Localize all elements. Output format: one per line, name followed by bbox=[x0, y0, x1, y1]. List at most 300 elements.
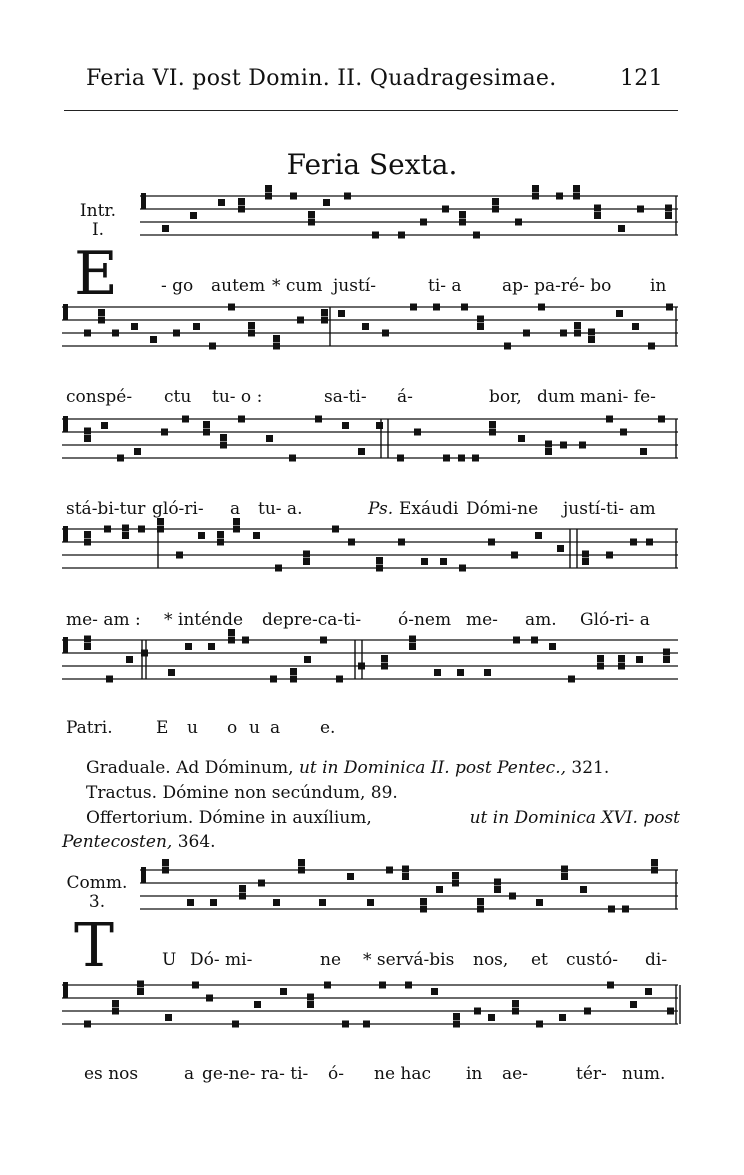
neume bbox=[228, 637, 235, 644]
neume bbox=[270, 676, 277, 683]
lyric-syllable: u bbox=[249, 718, 260, 738]
neume bbox=[298, 867, 305, 874]
neume bbox=[473, 232, 480, 239]
section-title: Feria Sexta. bbox=[286, 148, 458, 181]
lyric-syllable: tu- o : bbox=[212, 387, 263, 407]
neume bbox=[646, 539, 653, 546]
neume bbox=[549, 643, 556, 650]
neume bbox=[112, 1008, 119, 1015]
neume bbox=[414, 429, 421, 436]
lyric-syllable: Exáudi bbox=[399, 499, 459, 519]
introit-mode: I. bbox=[91, 220, 105, 240]
lyric-syllable: ae- bbox=[502, 1064, 528, 1084]
neume bbox=[84, 643, 91, 650]
neume bbox=[608, 906, 615, 913]
neume bbox=[494, 886, 501, 893]
neume bbox=[376, 422, 383, 429]
neume bbox=[192, 982, 199, 989]
neume bbox=[84, 330, 91, 337]
neume bbox=[535, 532, 542, 539]
neume bbox=[376, 557, 383, 564]
lyric-syllable: conspé- bbox=[66, 387, 133, 407]
neume bbox=[381, 655, 388, 662]
neume bbox=[574, 322, 581, 329]
neume bbox=[658, 416, 665, 423]
neume bbox=[342, 422, 349, 429]
neume bbox=[198, 532, 205, 539]
neume bbox=[477, 316, 484, 323]
neume bbox=[303, 551, 310, 558]
neume bbox=[436, 886, 443, 893]
neume bbox=[488, 539, 495, 546]
neume bbox=[420, 906, 427, 913]
neume bbox=[84, 1021, 91, 1028]
neume bbox=[342, 1021, 349, 1028]
lyric-syllable: di- bbox=[645, 950, 668, 970]
neume bbox=[556, 193, 563, 200]
neume bbox=[492, 198, 499, 205]
lyric-syllable: Dómi-ne bbox=[466, 499, 539, 519]
introit-label bbox=[72, 202, 124, 240]
neume bbox=[442, 206, 449, 213]
neume bbox=[561, 866, 568, 873]
neume bbox=[607, 982, 614, 989]
neume bbox=[217, 539, 224, 546]
neume bbox=[560, 330, 567, 337]
neume bbox=[137, 988, 144, 995]
neume bbox=[477, 906, 484, 913]
graduale-italic: ut in Dominica II. post Pentec., bbox=[298, 758, 566, 778]
neume bbox=[651, 867, 658, 874]
lyric-syllable: u bbox=[187, 718, 198, 738]
neume bbox=[161, 429, 168, 436]
neume bbox=[410, 304, 417, 311]
neume bbox=[218, 199, 225, 206]
neume bbox=[362, 323, 369, 330]
communion-label bbox=[62, 874, 132, 912]
offertorium-continuation bbox=[62, 832, 216, 852]
neume bbox=[504, 343, 511, 350]
neume bbox=[440, 558, 447, 565]
neume bbox=[512, 1008, 519, 1015]
neume bbox=[636, 656, 643, 663]
neume bbox=[112, 330, 119, 337]
neume bbox=[512, 1000, 519, 1007]
graduale-text: Ad Dóminum, bbox=[176, 758, 294, 778]
neume bbox=[488, 1014, 495, 1021]
neume bbox=[141, 650, 148, 657]
neume bbox=[101, 422, 108, 429]
neume bbox=[376, 565, 383, 572]
neume bbox=[434, 669, 441, 676]
neume bbox=[228, 304, 235, 311]
neume bbox=[332, 526, 339, 533]
neume bbox=[298, 859, 305, 866]
neume bbox=[597, 663, 604, 670]
neume bbox=[372, 232, 379, 239]
neume bbox=[208, 643, 215, 650]
neume bbox=[494, 879, 501, 886]
neume bbox=[492, 206, 499, 213]
neume bbox=[666, 304, 673, 311]
neume bbox=[640, 448, 647, 455]
neume bbox=[582, 558, 589, 565]
neume bbox=[307, 994, 314, 1001]
graduale-page: 321. bbox=[571, 758, 610, 778]
neume bbox=[561, 873, 568, 880]
lyric-syllable: tu- a. bbox=[258, 499, 303, 519]
lyric-syllable: ctu bbox=[164, 387, 192, 407]
neume bbox=[126, 656, 133, 663]
lyric-syllable: a bbox=[270, 718, 281, 738]
neume bbox=[645, 988, 652, 995]
lyric-syllable: ne hac bbox=[374, 1064, 432, 1084]
neume bbox=[637, 206, 644, 213]
neume bbox=[477, 323, 484, 330]
neume bbox=[258, 880, 265, 887]
neume bbox=[134, 448, 141, 455]
neume bbox=[84, 531, 91, 538]
neume bbox=[98, 309, 105, 316]
neume bbox=[182, 416, 189, 423]
neume bbox=[157, 526, 164, 533]
lyric-syllable: dum bbox=[537, 387, 575, 407]
neume bbox=[106, 676, 113, 683]
c-clef bbox=[63, 526, 68, 542]
neume bbox=[568, 676, 575, 683]
neume bbox=[651, 859, 658, 866]
neume bbox=[579, 442, 586, 449]
neume bbox=[233, 518, 240, 525]
neume bbox=[477, 898, 484, 905]
neume bbox=[273, 335, 280, 342]
lyric-syllable: mani- fe- bbox=[580, 387, 656, 407]
neume bbox=[203, 429, 210, 436]
neume bbox=[489, 421, 496, 428]
neume bbox=[209, 343, 216, 350]
neume bbox=[531, 637, 538, 644]
neume bbox=[536, 1021, 543, 1028]
neume bbox=[648, 343, 655, 350]
neume bbox=[382, 330, 389, 337]
lyric-syllable: Patri. bbox=[66, 718, 113, 738]
c-clef bbox=[63, 982, 68, 998]
lyric-syllable: - go bbox=[161, 276, 194, 296]
neume bbox=[536, 899, 543, 906]
neume bbox=[238, 198, 245, 205]
lyric-syllable: num. bbox=[622, 1064, 666, 1084]
c-clef bbox=[63, 637, 68, 653]
lyric-syllable: U bbox=[162, 950, 177, 970]
neume bbox=[117, 455, 124, 462]
lyric-syllable: in bbox=[650, 276, 667, 296]
neume bbox=[190, 212, 197, 219]
neume bbox=[131, 323, 138, 330]
neume bbox=[84, 636, 91, 643]
lyric-syllable: bor, bbox=[489, 387, 522, 407]
lyric-syllable: á- bbox=[397, 387, 413, 407]
neume bbox=[173, 330, 180, 337]
neume bbox=[273, 899, 280, 906]
neume bbox=[518, 435, 525, 442]
neume bbox=[386, 867, 393, 874]
lyric-syllable: Gló-ri- a bbox=[580, 610, 650, 630]
c-clef bbox=[63, 304, 68, 320]
neume bbox=[203, 421, 210, 428]
neume bbox=[402, 873, 409, 880]
neume bbox=[513, 637, 520, 644]
neume bbox=[265, 193, 272, 200]
neume bbox=[162, 859, 169, 866]
neume bbox=[98, 317, 105, 324]
neume bbox=[358, 663, 365, 670]
introit-initial: E bbox=[74, 239, 118, 309]
neume bbox=[538, 304, 545, 311]
graduale-reference bbox=[86, 758, 609, 778]
lyric-syllable: * inténde bbox=[164, 610, 244, 630]
lyric-syllable: stá-bi-tur bbox=[66, 499, 146, 519]
neume bbox=[457, 669, 464, 676]
neume bbox=[573, 193, 580, 200]
neume bbox=[532, 193, 539, 200]
lyric-syllable: autem bbox=[211, 276, 266, 296]
neume bbox=[321, 309, 328, 316]
neume bbox=[474, 1008, 481, 1015]
neume bbox=[150, 336, 157, 343]
neume bbox=[484, 669, 491, 676]
lyric-syllable: custó- bbox=[566, 950, 619, 970]
lyric-syllable: Dó- mi- bbox=[190, 950, 253, 970]
neume bbox=[453, 1021, 460, 1028]
lyric-syllable: ne bbox=[320, 950, 342, 970]
neume bbox=[84, 539, 91, 546]
neume bbox=[618, 225, 625, 232]
neume bbox=[632, 323, 639, 330]
neume bbox=[232, 1021, 239, 1028]
neume bbox=[324, 982, 331, 989]
neume bbox=[489, 429, 496, 436]
neume bbox=[165, 1014, 172, 1021]
neume bbox=[319, 899, 326, 906]
neume bbox=[344, 193, 351, 200]
neume bbox=[210, 899, 217, 906]
neume bbox=[320, 637, 327, 644]
neume bbox=[273, 343, 280, 350]
neume bbox=[348, 539, 355, 546]
neume bbox=[290, 193, 297, 200]
offertorium-italic: ut in Dominica XVI. post bbox=[469, 808, 680, 828]
lyric-syllable: justí-ti- am bbox=[563, 499, 656, 519]
neume bbox=[363, 1021, 370, 1028]
neume bbox=[290, 668, 297, 675]
neume bbox=[254, 1001, 261, 1008]
neume bbox=[315, 416, 322, 423]
neume bbox=[618, 655, 625, 662]
lyric-syllable: me- bbox=[466, 610, 498, 630]
neume bbox=[665, 212, 672, 219]
neume bbox=[379, 982, 386, 989]
neume bbox=[238, 206, 245, 213]
neume bbox=[381, 663, 388, 670]
lyric-syllable: ó-nem bbox=[398, 610, 452, 630]
c-clef bbox=[141, 193, 146, 209]
tractus-reference bbox=[86, 783, 398, 803]
neume bbox=[239, 893, 246, 900]
neume bbox=[122, 525, 129, 532]
neume bbox=[620, 429, 627, 436]
page-number: 121 bbox=[620, 66, 663, 91]
lyric-syllable: sa-ti- bbox=[324, 387, 367, 407]
neume bbox=[458, 455, 465, 462]
communion-initial: T bbox=[74, 911, 115, 981]
neume bbox=[308, 211, 315, 218]
c-clef bbox=[141, 867, 146, 883]
neume bbox=[461, 304, 468, 311]
neume bbox=[275, 565, 282, 572]
neume bbox=[193, 323, 200, 330]
neume bbox=[667, 1008, 674, 1015]
c-clef bbox=[63, 416, 68, 432]
neume bbox=[443, 455, 450, 462]
lyric-syllable: ti- a bbox=[428, 276, 462, 296]
neume bbox=[338, 310, 345, 317]
neume bbox=[616, 310, 623, 317]
neume bbox=[162, 225, 169, 232]
tractus-text: Dómine non secúndum, bbox=[162, 783, 366, 803]
neume bbox=[398, 539, 405, 546]
neume bbox=[532, 185, 539, 192]
neume bbox=[421, 558, 428, 565]
neume bbox=[618, 663, 625, 670]
neume bbox=[84, 435, 91, 442]
neume bbox=[557, 545, 564, 552]
lyric-syllable: E bbox=[156, 718, 169, 738]
neume bbox=[242, 637, 249, 644]
neume bbox=[622, 906, 629, 913]
neume bbox=[112, 1000, 119, 1007]
neume bbox=[523, 330, 530, 337]
neume bbox=[574, 330, 581, 337]
neume bbox=[509, 893, 516, 900]
offertorium-reference bbox=[86, 808, 680, 828]
neume bbox=[582, 551, 589, 558]
neume bbox=[347, 873, 354, 880]
neume bbox=[304, 656, 311, 663]
neume bbox=[580, 886, 587, 893]
neume bbox=[433, 304, 440, 311]
lyric-syllable: in bbox=[466, 1064, 483, 1084]
neume bbox=[367, 899, 374, 906]
neume bbox=[206, 995, 213, 1002]
offertorium-text: Dómine in auxílium, bbox=[198, 808, 372, 828]
lyric-syllable: a bbox=[184, 1064, 195, 1084]
neume bbox=[307, 1001, 314, 1008]
neume bbox=[630, 539, 637, 546]
neume bbox=[238, 416, 245, 423]
neume bbox=[420, 898, 427, 905]
neume bbox=[397, 455, 404, 462]
neume bbox=[137, 981, 144, 988]
neume bbox=[459, 219, 466, 226]
lyric-syllable: o bbox=[227, 718, 238, 738]
neume bbox=[559, 1014, 566, 1021]
neume bbox=[185, 643, 192, 650]
neume bbox=[606, 552, 613, 559]
neume bbox=[405, 982, 412, 989]
running-title: Feria VI. post Domin. II. Quadragesimae. bbox=[86, 66, 557, 91]
neume bbox=[104, 526, 111, 533]
neume bbox=[122, 532, 129, 539]
lyric-syllable: et bbox=[531, 950, 548, 970]
neume bbox=[588, 336, 595, 343]
lyric-syllable: tér- bbox=[576, 1064, 607, 1084]
neume bbox=[472, 455, 479, 462]
neume bbox=[266, 435, 273, 442]
graduale-label: Graduale. bbox=[86, 758, 171, 778]
neume bbox=[358, 448, 365, 455]
neume bbox=[321, 317, 328, 324]
neume bbox=[217, 531, 224, 538]
neume bbox=[84, 428, 91, 435]
neume bbox=[253, 532, 260, 539]
neume bbox=[233, 526, 240, 533]
neume bbox=[459, 211, 466, 218]
neume bbox=[228, 629, 235, 636]
neume bbox=[453, 1013, 460, 1020]
neume bbox=[545, 448, 552, 455]
neume bbox=[297, 317, 304, 324]
neume bbox=[594, 212, 601, 219]
communion-label-text: Comm. bbox=[66, 873, 128, 893]
neume bbox=[560, 442, 567, 449]
lyric-syllable: * cum bbox=[272, 276, 323, 296]
neume bbox=[511, 552, 518, 559]
neume bbox=[665, 205, 672, 212]
offertorium-label: Offertorium. bbox=[86, 808, 194, 828]
neume bbox=[290, 676, 297, 683]
lyric-syllable: * servá-bis bbox=[363, 950, 455, 970]
lyric-syllable: e. bbox=[320, 718, 336, 738]
lyric-syllable: ó- bbox=[328, 1064, 344, 1084]
neume bbox=[420, 219, 427, 226]
neume bbox=[323, 199, 330, 206]
neume bbox=[220, 434, 227, 441]
neume bbox=[265, 185, 272, 192]
lyric-syllable: nos, bbox=[473, 950, 509, 970]
neume bbox=[168, 669, 175, 676]
lyric-syllable: ge-ne- ra- ti- bbox=[202, 1064, 309, 1084]
neume bbox=[162, 867, 169, 874]
neume bbox=[336, 676, 343, 683]
neume bbox=[584, 1008, 591, 1015]
neume bbox=[409, 643, 416, 650]
neume bbox=[663, 656, 670, 663]
neume bbox=[573, 185, 580, 192]
neume bbox=[280, 988, 287, 995]
lyric-syllable: es nos bbox=[84, 1064, 139, 1084]
lyric-syllable: am. bbox=[525, 610, 557, 630]
neume bbox=[452, 880, 459, 887]
neume bbox=[187, 899, 194, 906]
neume bbox=[409, 636, 416, 643]
introit-label-text: Intr. bbox=[79, 201, 117, 221]
offertorium-italic-2: Pentecosten, bbox=[62, 832, 173, 852]
tractus-label: Tractus. bbox=[86, 783, 158, 803]
lyric-syllable: me- am : bbox=[66, 610, 141, 630]
neume bbox=[606, 416, 613, 423]
neume bbox=[248, 330, 255, 337]
neume bbox=[597, 655, 604, 662]
